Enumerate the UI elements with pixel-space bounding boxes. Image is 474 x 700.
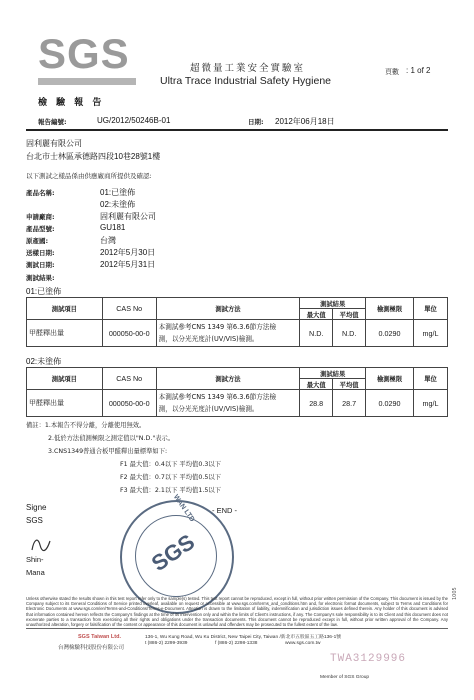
report-title: 檢 驗 報 告 — [38, 98, 105, 108]
field-label: 申請廠商: — [26, 213, 55, 221]
header-result: 測試結果 — [300, 298, 366, 309]
signer-title: Mana — [26, 568, 45, 577]
footer-company-cn: 台灣檢驗科技股份有限公司 — [58, 645, 125, 651]
cell-unit: mg/L — [414, 320, 448, 347]
cell-method — [156, 320, 300, 347]
header-cas: CAS No — [102, 298, 156, 320]
results-label: 測試結果: — [26, 274, 55, 282]
legal-disclaimer: Unless otherwise stated the results shown in this test report refer only to the sample(s) tested. This test report cannot be reproduced, except in full, without prior written permission of the Company. This document is issued by the Company subject to its General Conditions of Service printed overleaf, available on request or accessible at www.sgs.com/terms_and_conditions.htm and, for electronic format documents, subject to Terms and Conditions for Electronic Documents at www.sgs.com/en/Terms-and-Conditions/Terms-e-Document. Attention is drawn to the limitation of liability, indemnification and jurisdiction issues defined therein. Any holder of this document is advised that information contained hereon reflects the Company's findings at the time of its intervention only and within the limits of Client's instructions, if any. The Company's sole responsibility is to its Client and this document does not exonerate parties to a transaction from exercising all their rights and obligations under the transaction documents. This document cannot be reproduced except in full, without prior written approval of the Company. Any unauthorized alteration, forgery or falsification of the content or appearance of this document is unlawful and offenders may be prosecuted to the fullest extent of the law. — [26, 596, 448, 628]
signer-name: Shin- — [26, 555, 44, 564]
field-value: 2012年5月31日 — [100, 260, 156, 269]
report-no-label: 報告編號: — [38, 118, 67, 126]
method-line: 本測試參考CNS 1349 第6.3.6節方法檢 — [158, 393, 277, 401]
footer-fax: f (886-2) 2298-1338 — [215, 641, 258, 646]
header-avg: 平均值 — [333, 309, 366, 320]
method-line: 本測試參考CNS 1349 第6.3.6節方法檢 — [158, 323, 277, 331]
footer-divider — [26, 628, 448, 629]
note-1: 備註：1.本報告不得分離，分離使用無效。 — [26, 422, 146, 429]
report-no-value: UG/2012/50246B-01 — [97, 116, 171, 125]
cell-avg: N.D. — [333, 320, 366, 347]
end-marker: - END - — [212, 506, 237, 515]
header-avg: 平均值 — [333, 379, 366, 390]
section-title: 01:已塗佈 — [26, 287, 62, 296]
document-serial: TWA3129996 — [330, 653, 407, 665]
footer-company-en: SGS Taiwan Ltd. — [78, 634, 121, 640]
cell-method — [156, 390, 300, 417]
header-limit: 檢測極限 — [366, 298, 414, 320]
field-label: 測試日期: — [26, 261, 55, 269]
results-table — [26, 297, 448, 347]
page-label: 頁數 — [385, 68, 399, 76]
header-unit: 單位 — [414, 368, 448, 390]
seal-ring-text: WAN LTD — [171, 493, 196, 524]
company-name: 固利麗有限公司 — [26, 139, 82, 148]
header-limit: 檢測極限 — [366, 368, 414, 390]
lab-name-en: Ultra Trace Industrial Safety Hygiene — [160, 75, 331, 87]
header-max: 最大值 — [300, 309, 333, 320]
signature-company: SGS — [26, 516, 43, 525]
cell-unit: mg/L — [414, 390, 448, 417]
page-number: : 1 of 2 — [406, 66, 431, 75]
header-method: 測試方法 — [156, 298, 300, 320]
logo-underline — [38, 78, 136, 85]
table-row — [27, 320, 448, 347]
field-label: 送樣日期: — [26, 249, 55, 257]
note-f1: F1 最大值：0.4以下 平均值0.3以下 — [120, 461, 221, 468]
table-row — [27, 390, 448, 417]
field-value: 01:已塗佈 — [100, 188, 136, 197]
lab-name-cn: 超微量工業安全實驗室 — [190, 63, 306, 74]
side-code: 1005 — [452, 587, 458, 600]
header-item: 測試項目 — [27, 368, 103, 390]
signature-scribble — [28, 535, 58, 555]
method-line: 測，以分光光度計(UV/VIS)檢測。 — [158, 405, 259, 413]
results-table — [26, 367, 448, 417]
cell-max: N.D. — [300, 320, 333, 347]
note-2: 2.低於方法偵測極限之測定值以"N.D."表示。 — [48, 435, 175, 442]
field-label: 原產國: — [26, 237, 49, 245]
cell-limit: 0.0290 — [366, 320, 414, 347]
cell-item: 甲醛釋出量 — [27, 390, 103, 417]
footer-address: 136-1, Wu Kung Road, Wu Ku District, New Taipei City, Taiwan /新北市五股區五工路136-1號 — [145, 635, 342, 640]
header-method: 測試方法 — [156, 368, 300, 390]
footer-phone: t (886-2) 2299-3939 — [145, 641, 188, 646]
field-value: 台灣 — [100, 236, 116, 245]
header-unit: 單位 — [414, 298, 448, 320]
intro-text: 以下測試之樣品係由供應廠商所提供及確認: — [26, 172, 152, 180]
seal-logo: SGS — [146, 529, 200, 577]
note-3: 3.CNS1349普通合板甲醛釋出量標準如下: — [48, 448, 168, 455]
cell-max: 28.8 — [300, 390, 333, 417]
footer-website: www.sgs.com.tw — [285, 641, 321, 646]
header-max: 最大值 — [300, 379, 333, 390]
cell-item: 甲醛釋出量 — [27, 320, 103, 347]
section-title: 02:未塗佈 — [26, 357, 62, 366]
signature-label: Signe — [26, 503, 47, 512]
sgs-logo: SGS — [38, 30, 130, 77]
cell-cas: 000050-00-0 — [102, 390, 156, 417]
field-value: 02:未塗佈 — [100, 200, 136, 209]
field-label: 產品型號: — [26, 225, 55, 233]
date-value: 2012年06月18日 — [275, 117, 335, 126]
cell-cas: 000050-00-0 — [102, 320, 156, 347]
cell-limit: 0.0290 — [366, 390, 414, 417]
method-line: 測，以分光光度計(UV/VIS)檢測。 — [158, 335, 259, 343]
note-f2: F2 最大值：0.7以下 平均值0.5以下 — [120, 474, 221, 481]
header-cas: CAS No — [102, 368, 156, 390]
company-address: 台北市士林區承德路四段10巷28號1樓 — [26, 152, 161, 161]
field-label: 產品名稱: — [26, 189, 55, 197]
note-f3: F3 最大值：2.1以下 平均值1.5以下 — [120, 487, 221, 494]
header-item: 測試項目 — [27, 298, 103, 320]
field-value: 2012年5月30日 — [100, 248, 156, 257]
header-divider — [26, 129, 448, 131]
header-result: 測試結果 — [300, 368, 366, 379]
footer-member: Member of SGS Group — [320, 675, 370, 680]
cell-avg: 28.7 — [333, 390, 366, 417]
field-value: 固利麗有限公司 — [100, 212, 156, 221]
date-label: 日期: — [248, 118, 264, 126]
field-value: GU181 — [100, 223, 126, 232]
